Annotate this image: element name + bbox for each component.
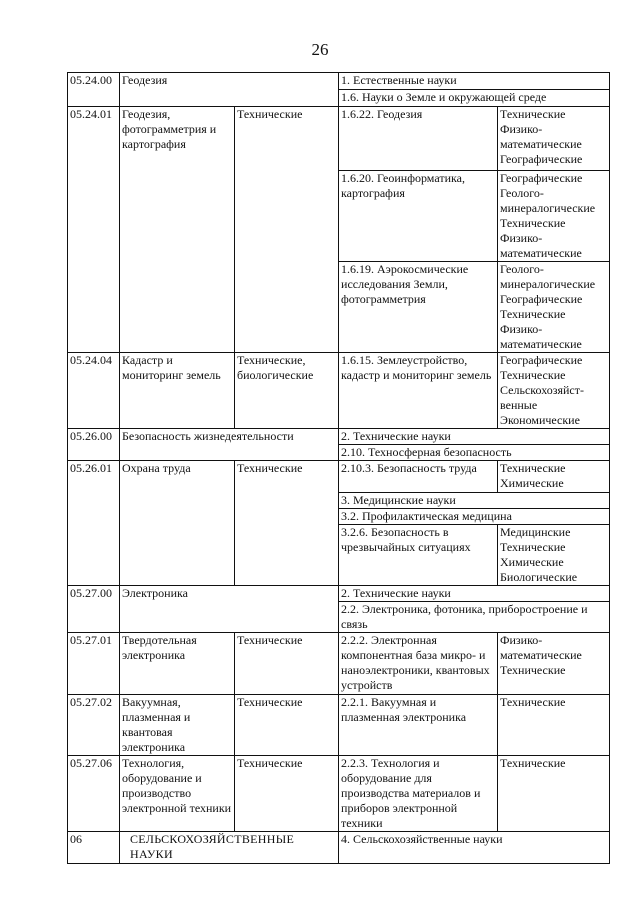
code-cell: 05.24.00 xyxy=(68,73,120,107)
code-cell: 06 xyxy=(68,832,120,864)
branch-cell: 2. Технические науки xyxy=(339,586,610,602)
new-specialty-cell: 2.2.3. Технология и оборудование для производства материалов и приборов электронной техники xyxy=(339,756,498,832)
code-cell: 05.26.01 xyxy=(68,461,120,586)
field-line: Географические xyxy=(500,152,583,166)
field-line: Экономические xyxy=(500,413,580,427)
branch-cell: 2. Технические науки xyxy=(339,429,610,445)
field-line: Технические xyxy=(500,307,566,321)
branch-cell: 3.2. Профилактическая медицина xyxy=(339,509,610,525)
page-number: 26 xyxy=(311,40,329,59)
group-name-cell: Электроника xyxy=(120,586,339,633)
branch-cell: 1.6. Науки о Земле и окружающей среде xyxy=(339,90,610,107)
branch-cell: 4. Сельскохозяйственные науки xyxy=(339,832,610,864)
field-line: Географические xyxy=(500,292,583,306)
field-line: Технические xyxy=(500,663,566,677)
field-line: Физико- xyxy=(500,322,543,336)
science-field-cell: Технические xyxy=(235,461,339,586)
specialty-name-cell: Охрана труда xyxy=(120,461,235,586)
field-line: Химические xyxy=(500,476,564,490)
new-specialty-cell: 2.10.3. Безопасность труда xyxy=(339,461,498,493)
table-row xyxy=(68,73,610,90)
field-line: математические xyxy=(500,648,582,662)
table-row xyxy=(68,429,610,445)
field-line: Медицинские xyxy=(500,525,571,539)
code-cell: 05.27.00 xyxy=(68,586,120,633)
field-line: математические xyxy=(500,246,582,260)
specialty-name-cell: Технология, оборудование и производство электронной техники xyxy=(120,756,235,832)
code-cell: 05.24.04 xyxy=(68,353,120,429)
code-cell: 05.27.06 xyxy=(68,756,120,832)
table-row xyxy=(68,756,610,832)
new-fields-cell xyxy=(498,756,610,832)
new-fields-cell xyxy=(498,262,610,353)
field-line: Геолого- xyxy=(500,262,544,276)
branch-cell: 3. Медицинские науки xyxy=(339,493,610,509)
field-line: Технические xyxy=(500,695,566,709)
new-fields-cell xyxy=(498,461,610,493)
field-line: венные xyxy=(500,398,538,412)
science-field-cell: Технические xyxy=(235,756,339,832)
table-row xyxy=(68,832,610,864)
new-specialty-cell: 1.6.19. Аэрокосмические исследования Земли, фотограмметрия xyxy=(339,262,498,353)
field-line: Биологические xyxy=(500,570,578,584)
field-line: Технические xyxy=(500,216,566,230)
new-fields-cell xyxy=(498,107,610,171)
field-line: Технические xyxy=(500,756,566,770)
table-row xyxy=(68,461,610,493)
field-line: Географические xyxy=(500,171,583,185)
table-row xyxy=(68,107,610,171)
field-line: Геолого- xyxy=(500,186,544,200)
field-line: Сельскохозяйст- xyxy=(500,383,584,397)
field-line: Технические xyxy=(500,461,566,475)
field-line: Технические xyxy=(500,368,566,382)
code-cell: 05.26.00 xyxy=(68,429,120,461)
code-cell: 05.24.01 xyxy=(68,107,120,353)
new-fields-cell xyxy=(498,525,610,586)
group-name-cell: Геодезия xyxy=(120,73,339,107)
table-row xyxy=(68,353,610,429)
specialty-name-cell: Твердотельная электроника xyxy=(120,633,235,695)
branch-cell: 2.10. Техносферная безопасность xyxy=(339,445,610,461)
science-field-cell: Технические, биологические xyxy=(235,353,339,429)
new-specialty-cell: 3.2.6. Безопасность в чрезвычайных ситуациях xyxy=(339,525,498,586)
new-fields-cell xyxy=(498,353,610,429)
group-name-cell: Безопасность жизнедеятельности xyxy=(120,429,339,461)
field-line: математические xyxy=(500,137,582,151)
field-line: математические xyxy=(500,337,582,351)
specialty-name-cell: Кадастр и мониторинг земель xyxy=(120,353,235,429)
specialty-correspondence-table xyxy=(67,72,610,864)
new-specialty-cell: 2.2.2. Электронная компонентная база микро- и наноэлектроники, квантовых устройств xyxy=(339,633,498,695)
branch-cell: 2.2. Электроника, фотоника, приборостроение и связь xyxy=(339,602,610,633)
code-cell: 05.27.02 xyxy=(68,695,120,756)
field-line: минералогические xyxy=(500,201,596,215)
branch-cell: 1. Естественные науки xyxy=(339,73,610,90)
new-specialty-cell: 2.2.1. Вакуумная и плазменная электроника xyxy=(339,695,498,756)
new-specialty-cell: 1.6.20. Геоинформатика, картография xyxy=(339,171,498,262)
table-row xyxy=(68,586,610,602)
table-row xyxy=(68,695,610,756)
field-line: Географические xyxy=(500,353,583,367)
table-row xyxy=(68,633,610,695)
field-line: Физико- xyxy=(500,122,543,136)
new-fields-cell xyxy=(498,695,610,756)
field-line: Технические xyxy=(500,540,566,554)
field-line: Физико- xyxy=(500,633,543,647)
science-field-cell: Технические xyxy=(235,695,339,756)
science-field-cell: Технические xyxy=(235,633,339,695)
specialty-name-cell: Геодезия, фотограмметрия и картография xyxy=(120,107,235,353)
new-specialty-cell: 1.6.15. Землеустройство, кадастр и мониторинг земель xyxy=(339,353,498,429)
field-line: Физико- xyxy=(500,231,543,245)
science-field-cell: Технические xyxy=(235,107,339,353)
new-specialty-cell: 1.6.22. Геодезия xyxy=(339,107,498,171)
specialty-name-cell: Вакуумная, плазменная и квантовая электроника xyxy=(120,695,235,756)
field-line: Химические xyxy=(500,555,564,569)
code-cell: 05.27.01 xyxy=(68,633,120,695)
field-line: Технические xyxy=(500,107,566,121)
group-name-cell: СЕЛЬСКОХОЗЯЙСТВЕННЫЕ НАУКИ xyxy=(120,832,339,864)
new-fields-cell xyxy=(498,633,610,695)
new-fields-cell xyxy=(498,171,610,262)
field-line: минералогические xyxy=(500,277,596,291)
